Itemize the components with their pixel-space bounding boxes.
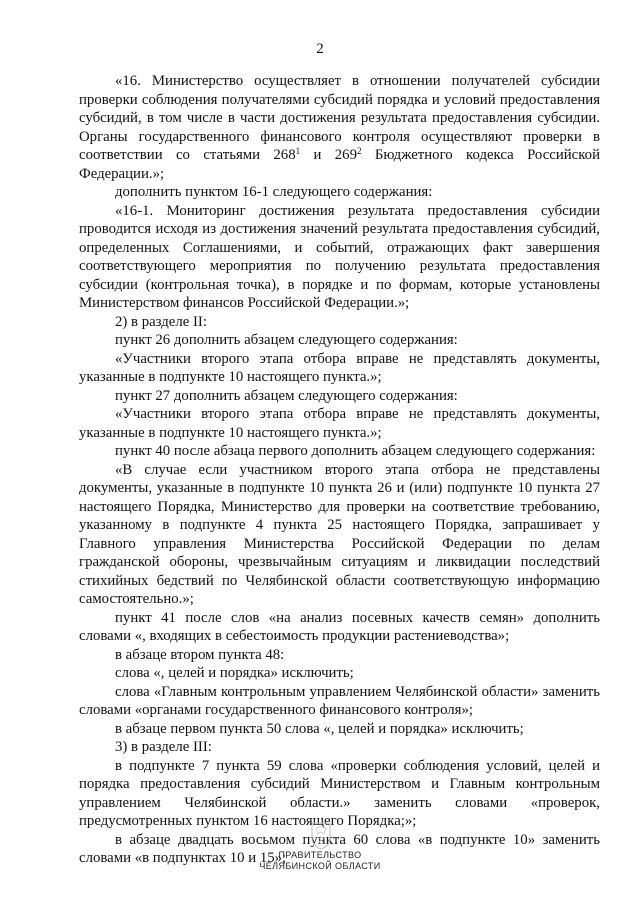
paragraph-text: «16. Министерство осуществляет в отношении получателей субсидии проверки соблюдения получателями субсидий порядка и условий предоставления субсидий, в том числе в части достижения результата предоставления субсидии. Органы государственного финансового контроля осуществляют проверки в соответствии со статьями 268	[79, 73, 600, 163]
paragraph	[79, 609, 600, 646]
paragraph-text: 2) в разделе II:	[115, 313, 207, 330]
paragraph-text: пункт 26 дополнить абзацем следующего содержания:	[115, 332, 458, 348]
superscript: 2	[356, 146, 362, 156]
superscript: 1	[295, 146, 301, 156]
paragraph-text: «Участники второго этапа отбора вправе не представлять документы, указанные в подпункте 10 настоящего пункта.»;	[79, 350, 600, 385]
paragraph	[79, 183, 600, 202]
coat-of-arms-seal-icon	[306, 819, 336, 851]
paragraph	[79, 664, 600, 683]
paragraph-text: слова «, целей и порядка» исключить;	[115, 665, 354, 681]
paragraph-text: дополнить пунктом 16-1 следующего содержания:	[115, 184, 433, 200]
paragraph-text: пункт 41 после слов «на анализ посевных качеств семян» дополнить словами «, входящих в себестоимость продукции растениеводства»;	[79, 609, 600, 644]
page-number: 2	[316, 41, 324, 57]
stamp-line-2: ЧЕЛЯБИНСКОЙ ОБЛАСТИ	[259, 861, 381, 871]
paragraph	[79, 313, 600, 332]
paragraph-text: слова «Главным контрольным управлением Челябинской области» заменить словами «органами государственного финансового контроля»;	[79, 683, 600, 718]
stamp-line-1: ПРАВИТЕЛЬСТВО	[278, 850, 362, 860]
paragraph	[79, 646, 600, 665]
paragraph	[79, 738, 600, 757]
paragraph	[79, 442, 600, 461]
document-body	[79, 72, 600, 868]
paragraph	[79, 683, 600, 720]
paragraph	[79, 387, 600, 406]
paragraph-text: 3) в разделе III:	[115, 739, 212, 755]
paragraph	[79, 757, 600, 831]
paragraph-text: пункт 27 дополнить абзацем следующего содержания:	[115, 387, 458, 404]
government-stamp	[200, 850, 440, 872]
paragraph-text: «В случае если участником второго этапа отбора не представлены документы, указанные в подпункте 10 пункта 26 и (или) подпункте 10 пункта 27 настоящего Порядка, Министерство для проверки на соответствие требованию, указанному в подпункте 4 пункта 25 настоящего Порядка, запрашивает у Главного управления Министерства Российской Федерации по делам гражданской обороны, чрезвычайным ситуациям и ликвидации последствий стихийных бедствий по Челябинской области соответствующую информацию самостоятельно.»;	[79, 461, 600, 607]
paragraph	[79, 331, 600, 350]
paragraph-text: в абзаце втором пункта 48:	[115, 646, 285, 663]
paragraph-text: Бюджетного кодекса Российской Федерации.»;	[79, 147, 600, 182]
paragraph-text: в подпункте 7 пункта 59 слова «проверки соблюдения условий, целей и порядка предоставления субсидий Министерством и Главным контрольным управлением Челябинской области.» заменить словами «проверок, предусмотренных пунктом 16 настоящего Порядка;»;	[79, 757, 600, 829]
paragraph-text: пункт 40 после абзаца первого дополнить абзацем следующего содержания:	[115, 443, 596, 459]
paragraph	[79, 72, 600, 183]
paragraph	[79, 405, 600, 442]
paragraph-text: «Участники второго этапа отбора вправе не представлять документы, указанные в подпункте 10 настоящего пункта.»;	[79, 406, 600, 441]
paragraph	[79, 350, 600, 387]
paragraph-text: и 269	[300, 147, 357, 163]
paragraph	[79, 720, 600, 739]
paragraph	[79, 461, 600, 609]
paragraph-text: «16-1. Мониторинг достижения результата предоставления субсидии проводится исходя из достижения значений результата предоставления субсидий, определенных Соглашениями, и событий, отражающих факт завершения соответствующего мероприятия по получению результата предоставления субсидии (контрольная точка), в порядке и по формам, которые установлены Министерством финансов Российской Федерации.»;	[79, 202, 600, 311]
paragraph	[79, 202, 600, 313]
paragraph-text: в абзаце первом пункта 50 слова «, целей и порядка» исключить;	[115, 720, 524, 737]
paragraph-text: в абзаце двадцать восьмом пункта 60 слова «в подпункте 10» заменить словами «в подпунктах 10 и 15»;	[79, 831, 600, 866]
